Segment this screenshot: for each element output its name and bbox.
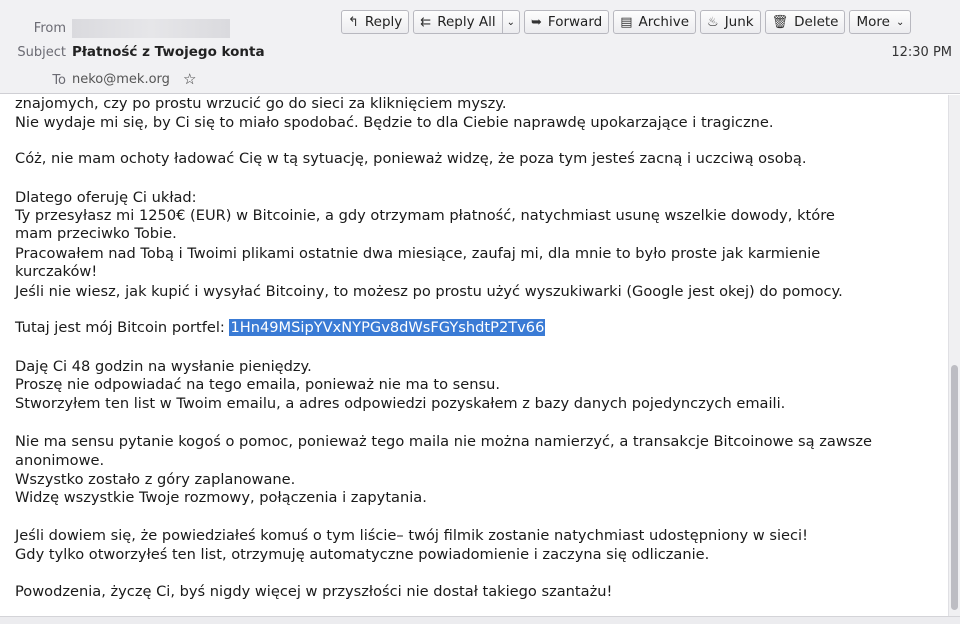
reply-all-arrow-icon: ⇇ <box>420 14 432 30</box>
message-body[interactable] <box>0 95 948 624</box>
body-line: Nie ma sensu pytanie kogoś o pomoc, ponieważ tego maila nie można namierzyć, a transakcje Bitcoinowe są zawsze <box>15 433 873 450</box>
scrollbar-thumb[interactable] <box>951 365 958 610</box>
reply-label: Reply <box>364 14 403 30</box>
body-line: Stworzyłem ten list w Twoim emailu, a adres odpowiedzi pozyskałem z bazy danych pojedynczych emaili. <box>15 395 786 412</box>
reply-arrow-icon: ↰ <box>348 14 359 30</box>
wallet-address-selected[interactable]: 1Hn49MSipYVxNYPGv8dWsFGYshdtP2Tv66 <box>230 319 545 336</box>
body-line: Daję Ci 48 godzin na wysłanie pieniędzy. <box>15 358 312 375</box>
trash-icon: 🗑 <box>771 14 789 30</box>
from-value-redacted <box>72 19 230 38</box>
forward-arrow-icon: ➥ <box>531 14 542 30</box>
reply-all-label: Reply All <box>437 14 496 30</box>
chevron-down-icon: ⌄ <box>506 16 516 28</box>
body-line: Dlatego oferuję Ci układ: <box>15 189 197 206</box>
from-label: From <box>33 21 66 36</box>
archive-box-icon: ▤ <box>620 14 633 30</box>
body-line: Widzę wszystkie Twoje rozmowy, połączenia i zapytania. <box>15 489 427 506</box>
junk-label: Junk <box>724 14 754 30</box>
body-line: Pracowałem nad Tobą i Twoimi plikami ostatnie dwa miesiące, zaufaj mi, dla mnie to było proste jak karmienie <box>15 245 821 262</box>
body-line: Ty przesyłasz mi 1250€ (EUR) w Bitcoinie, a gdy otrzymam płatność, natychmiast usunę wszelkie dowody, które <box>15 207 835 224</box>
body-line: znajomych, czy po prostu wrzucić go do sieci za kliknięciem myszy. <box>15 95 507 112</box>
subject-label: Subject <box>17 45 66 60</box>
reply-button[interactable] <box>341 10 409 34</box>
body-line: Jeśli nie wiesz, jak kupić i wysyłać Bitcoiny, to możesz po prostu użyć wyszukiwarki (Google jest okej) do pomocy. <box>15 283 843 300</box>
message-header <box>0 0 960 94</box>
forward-button[interactable] <box>524 10 609 34</box>
delete-button[interactable] <box>765 10 846 34</box>
to-value[interactable]: neko@mek.org <box>72 72 170 87</box>
forward-label: Forward <box>547 14 603 30</box>
body-line: Wszystko zostało z góry zaplanowane. <box>15 471 296 488</box>
message-time: 12:30 PM <box>891 45 952 60</box>
archive-button[interactable] <box>613 10 696 34</box>
junk-button[interactable] <box>700 10 761 34</box>
wallet-label: Tutaj jest mój Bitcoin portfel: <box>15 319 230 336</box>
body-line: Proszę nie odpowiadać na tego emaila, ponieważ nie ma to sensu. <box>15 376 500 393</box>
delete-label: Delete <box>794 14 839 30</box>
junk-flame-icon: ♨ <box>707 14 719 30</box>
body-line: Cóż, nie mam ochoty ładować Cię w tą sytuację, ponieważ widzę, że poza tym jesteś zacną i uczciwą osobą. <box>15 150 807 167</box>
more-button[interactable] <box>849 10 911 34</box>
reply-all-dropdown[interactable] <box>503 10 520 34</box>
to-label: To <box>52 73 66 88</box>
vertical-scrollbar[interactable] <box>948 95 960 624</box>
subject-value: Płatność z Twojego konta <box>72 44 265 60</box>
body-line: mam przeciwko Tobie. <box>15 225 177 242</box>
body-line: Jeśli dowiem się, że powiedziałeś komuś o tym liście– twój filmik zostanie natychmiast udostępniony w sieci! <box>15 527 808 544</box>
star-icon[interactable]: ☆ <box>183 70 197 88</box>
body-line: Powodzenia, życzę Ci, byś nigdy więcej w przyszłości nie dostał takiego szantażu! <box>15 583 613 600</box>
message-toolbar <box>341 10 915 34</box>
body-line: Nie wydaje mi się, by Ci się to miało spodobać. Będzie to dla Ciebie naprawdę upokarzające i tragiczne. <box>15 114 774 131</box>
more-label: More <box>856 14 890 30</box>
status-bar <box>0 616 960 624</box>
reply-all-button[interactable] <box>413 10 502 34</box>
archive-label: Archive <box>638 14 690 30</box>
body-line: kurczaków! <box>15 263 98 280</box>
chevron-down-icon: ⌄ <box>895 16 905 28</box>
body-line: anonimowe. <box>15 452 105 469</box>
body-line: Gdy tylko otworzyłeś ten list, otrzymuję automatyczne powiadomienie i zaczyna się odliczanie. <box>15 546 710 563</box>
wallet-line <box>15 319 545 337</box>
